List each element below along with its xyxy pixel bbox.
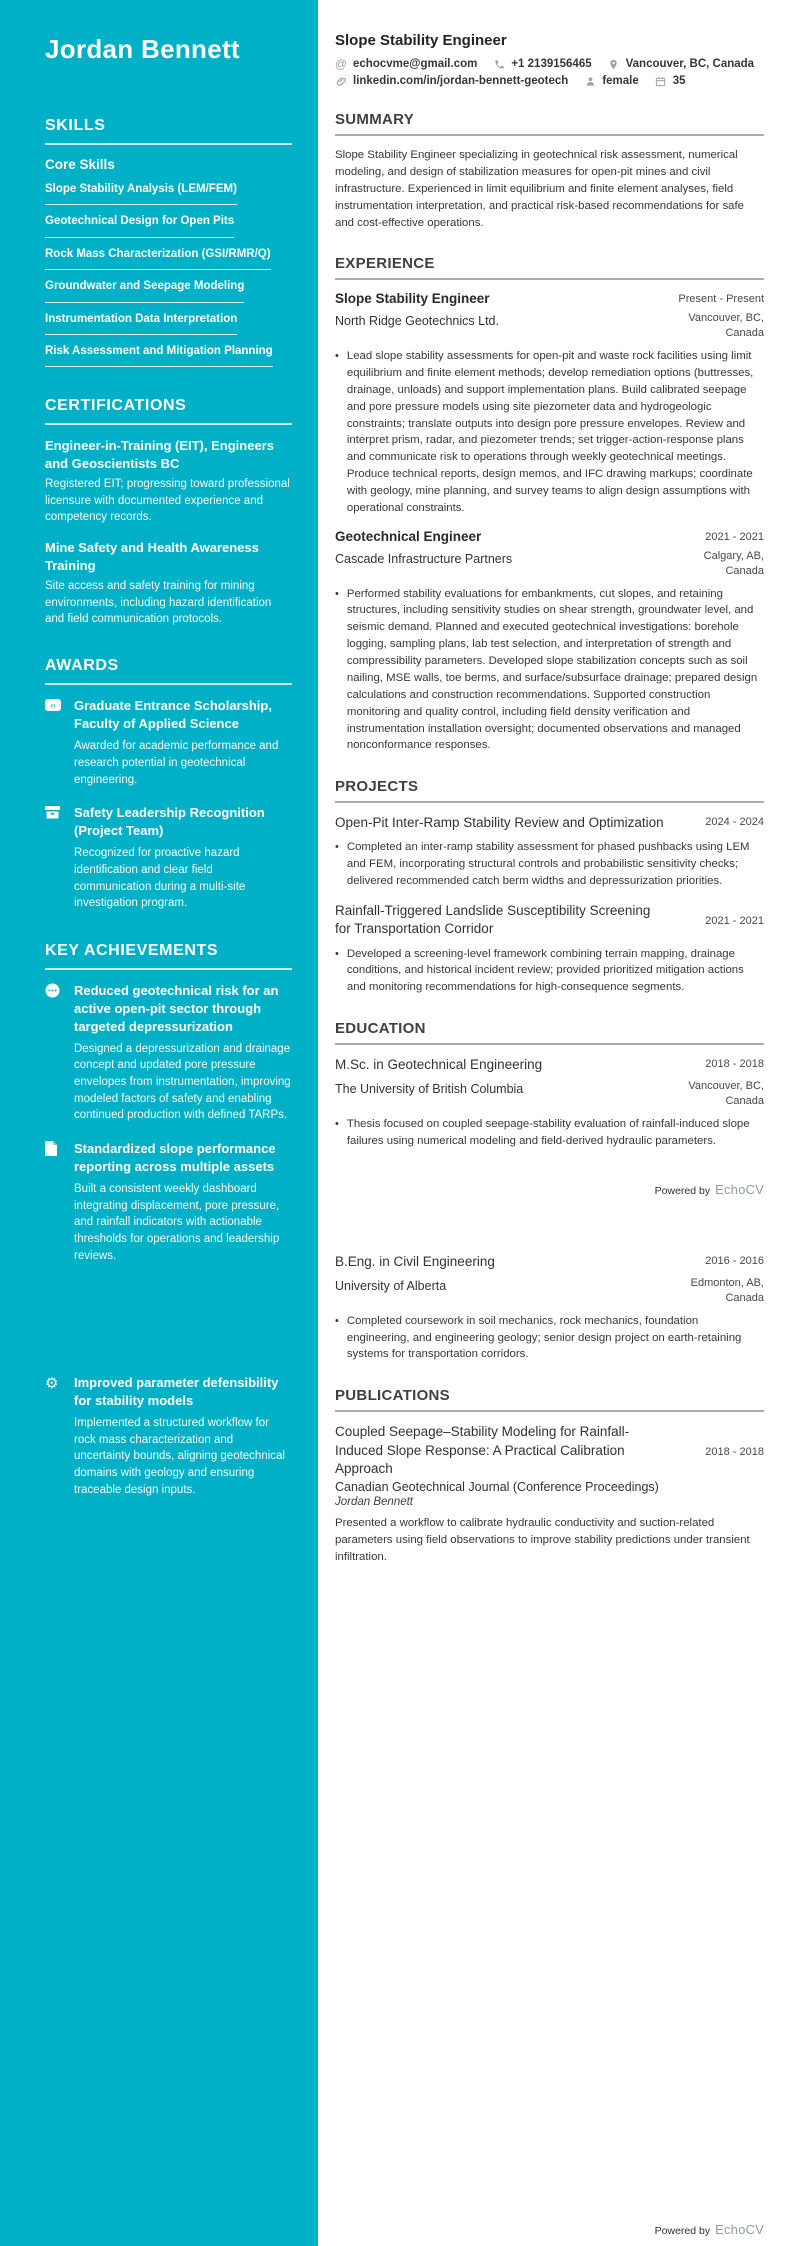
project-bullet [335,839,764,890]
phone-value: +1 2139156465 [511,58,592,70]
experience-section [335,255,764,754]
contact-location [608,58,754,70]
comment-icon [45,982,61,1124]
experience-company: North Ridge Geotechnics Ltd. [335,314,499,329]
contact-row-2 [335,75,764,87]
awards-section [45,657,292,911]
bullet-marker: • [335,587,339,600]
education-dates: 2018 - 2018 [705,1058,764,1071]
section-divider [45,143,292,145]
experience-heading: EXPERIENCE [335,255,435,273]
section-divider [335,278,764,280]
publication-dates: 2018 - 2018 [705,1445,764,1458]
experience-job-title: Geotechnical Engineer [335,528,482,544]
experience-location: Calgary, AB, Canada [703,549,764,577]
skills-section [45,117,292,367]
section-divider [45,423,292,425]
education-degree: M.Sc. in Geotechnical Engineering [335,1057,543,1073]
experience-location: Vancouver, BC, Canada [688,312,764,340]
link-icon [335,75,347,87]
calendar-icon [655,75,667,87]
gender-value: female [602,75,639,87]
location-pin-icon [608,58,620,70]
experience-bullet [335,586,764,755]
powered-by-label: Powered by [654,2225,711,2237]
sidebar [0,0,318,2246]
email-value: echocvme@gmail.com [353,58,478,70]
key-achievements-heading: KEY ACHIEVEMENTS [45,941,219,959]
project-bullet-text: Developed a screening-level framework combining terrain mapping, drainage conditions, and historical incident review; provided prioritized mitigation actions and monitoring recommendations for high-consequence segments. [346,947,744,994]
page-footer-1 [335,1182,764,1197]
experience-bullet-text: Performed stability evaluations for embankments, cut slopes, and retaining structures, including sensitivity studies on shear strength, groundwater level, and seismic demand. Planned and executed geotechnical investigations: borehole logging, sampling plans, lab test selection, and interpretation of strength and compressibility parameters. Developed slope stabilization concepts such as soil nailing, MSE walls, toe berms, and surface/subsurface drainage; prepared design calculations and construction recommendations. Supported construction monitoring and quality control, including field density verification and instrumentation installation oversight; documented observations and managed nonconformance responses. [346,587,758,752]
award-title: Safety Leadership Recognition (Project Team) [74,805,265,839]
experience-company: Cascade Infrastructure Partners [335,551,513,566]
archive-icon [45,804,61,912]
skills-group-label: Core Skills [45,157,115,172]
education-bullet-text: Thesis focused on coupled seepage-stability evaluation of rainfall-induced slope failures using numerical modeling and field-derived hydraulic parameters. [346,1118,750,1147]
education-location: Vancouver, BC, Canada [688,1080,764,1108]
page-footer-2 [655,2222,764,2237]
certification-item [45,437,292,525]
section-divider [45,968,292,970]
achievement-item [45,1140,292,1264]
job-title-header: Slope Stability Engineer [335,32,507,49]
award-description: Recognized for proactive hazard identification and clear field communication during a multi-site investigation program. [74,847,246,910]
svg-text:‹›: ‹› [50,701,56,711]
education-bullet [335,1313,764,1364]
project-bullet-text: Completed an inter-ramp stability assessment for phased pushbacks using LEM and FEM, incorporating structural controls and probabilistic sensitivity checks; delivered recommended catch berm widths and depressurization priorities. [346,841,750,888]
experience-entry [335,529,764,754]
badge-icon [45,697,61,788]
bullet-marker: • [335,1118,339,1131]
education-dates: 2016 - 2016 [705,1254,764,1267]
experience-job-title: Slope Stability Engineer [335,291,490,307]
summary-section [335,111,764,231]
award-description: Awarded for academic performance and research potential in geotechnical engineering. [74,740,279,786]
certification-name: Engineer-in-Training (EIT), Engineers and Geoscientists BC [45,438,274,471]
education-degree: B.Eng. in Civil Engineering [335,1253,495,1269]
achievement-description: Designed a depressurization and drainage concept and updated pore pressure envelopes from instrumentation, improving modeled factors of safety and enabling continued production with defined TARPs. [74,1042,291,1122]
project-entry [335,814,764,890]
education-location: Edmonton, AB, Canada [690,1277,764,1304]
education-section [335,1020,764,1363]
publications-heading: PUBLICATIONS [335,1387,450,1405]
certification-description: Site access and safety training for mining environments, including hazard identification and field communication protocols. [45,580,272,626]
experience-dates: Present - Present [678,293,764,306]
achievement-title: Standardized slope performance reporting across multiple assets [74,1141,276,1174]
achievement-title: Reduced geotechnical risk for an active open-pit sector through targeted depressurization [74,982,279,1034]
bullet-marker: • [335,350,339,363]
echocv-brand: EchoCV [715,1181,764,1197]
project-title: Open-Pit Inter-Ramp Stability Review and Optimization [335,815,664,831]
award-title: Graduate Entrance Scholarship, Faculty of Applied Science [74,698,272,732]
award-item [45,804,292,912]
powered-by-label: Powered by [654,1184,711,1197]
achievement-title: Improved parameter defensibility for stability models [74,1375,279,1409]
project-title: Rainfall-Triggered Landslide Susceptibility Screening for Transportation Corridor [335,903,651,937]
experience-entry [335,291,764,516]
echocv-brand: EchoCV [715,2222,764,2237]
skill-item: Rock Mass Characterization (GSI/RMR/Q) [45,247,271,270]
bullet-marker: • [335,841,339,854]
gear-icon: ⚙ [45,1375,59,1393]
projects-section [335,778,764,996]
publications-section [335,1387,764,1565]
candidate-name: Jordan Bennett [45,34,240,64]
education-entry [335,1056,764,1150]
achievement-item [45,982,292,1124]
certification-description: Registered EIT; progressing toward professional licensure with documented experience and competency records. [45,478,290,523]
education-school: University of Alberta [335,1279,447,1294]
contact-email [335,58,477,70]
section-divider [335,801,764,803]
certification-name: Mine Safety and Health Awareness Training [45,540,259,573]
summary-text: Slope Stability Engineer specializing in geotechnical risk assessment, numerical modeling, and design of stabilization measures for open-pit mines and civil infrastructure. Experienced in limit equilibrium and finite element analyses, field instrumentation interpretation, and practical risk-based recommendations for safe and cost-effective operations. [335,149,745,229]
publication-description: Presented a workflow to calibrate hydraulic conductivity and suction-related parameters using field observations to improve stability predictions under transient infiltration. [335,1517,750,1563]
key-achievements-section [45,942,292,1499]
achievement-item [45,1374,292,1498]
education-bullet-text: Completed coursework in soil mechanics, rock mechanics, foundation engineering, and engineering geology; senior design project on earth-retaining systems for transportation corridors. [346,1314,742,1361]
experience-bullet-text: Lead slope stability assessments for open-pit and waste rock facilities using limit equilibrium and finite element methods; develop remediation options (buttresses, drainage, unloads) and support implementation plans. Build calibrated seepage and pore pressure models using site piezometer data and hydrogeologic constraints; translate outputs into design pore pressure envelopes. Review and interpret prism, radar, and piezometer trends; set trigger-action-response plans and communicate risk to operations through weekly geotechnical meetings. Produce technical reports, design memos, and IFC drawing markups; coordinate with geology, mine planning, and survey teams to align design assumptions with operational constraints. [346,350,754,514]
section-divider [335,1043,764,1045]
contact-age [655,75,686,87]
education-entry [335,1253,764,1364]
location-value: Vancouver, BC, Canada [625,58,755,70]
age-value: 35 [672,75,686,87]
project-bullet [335,946,764,997]
section-divider [45,683,292,685]
experience-dates: 2021 - 2021 [705,530,764,543]
skill-item: Geotechnical Design for Open Pits [45,214,234,237]
publication-authors: Jordan Bennett [335,1496,414,1508]
achievement-description: Implemented a structured workflow for rock mass characterization and uncertainty bounds, aligning geotechnical domains with geology and ensuring traceable design inputs. [74,1417,285,1496]
projects-heading: PROJECTS [335,778,419,796]
certifications-heading: CERTIFICATIONS [45,397,187,415]
publication-entry [335,1423,764,1565]
contact-gender [584,75,638,87]
education-heading: EDUCATION [335,1020,426,1038]
summary-heading: SUMMARY [335,111,415,128]
contact-phone [493,58,591,70]
bullet-marker: • [335,1314,339,1327]
skill-item: Groundwater and Seepage Modeling [45,279,244,302]
file-icon [45,1140,61,1264]
skill-item: Slope Stability Analysis (LEM/FEM) [45,182,237,205]
section-divider [335,1410,764,1412]
certification-item [45,539,292,627]
publication-title: Coupled Seepage–Stability Modeling for Rainfall-Induced Slope Response: A Practical Calibration Approach [335,1424,630,1476]
main-content [318,0,794,1578]
award-item [45,697,292,788]
contact-linkedin [335,75,568,87]
achievement-description: Built a consistent weekly dashboard integrating displacement, pore pressure, and rainfall indicators with actionable thresholds for operations and leadership reviews. [74,1182,280,1262]
skill-item: Instrumentation Data Interpretation [45,312,237,335]
awards-heading: AWARDS [45,657,119,675]
project-dates: 2024 - 2024 [705,816,764,829]
person-icon [584,75,596,87]
skills-heading: SKILLS [45,117,106,134]
project-dates: 2021 - 2021 [705,915,764,928]
section-divider [335,134,764,136]
certifications-section [45,397,292,627]
email-icon: @ [334,57,348,71]
phone-icon [493,58,505,70]
skill-item: Risk Assessment and Mitigation Planning [45,344,273,367]
experience-bullet [335,348,764,517]
bullet-marker: • [335,947,339,960]
education-bullet [335,1116,764,1150]
linkedin-value: linkedin.com/in/jordan-bennett-geotech [353,75,569,87]
project-entry [335,902,764,996]
publication-venue: Canadian Geotechnical Journal (Conference Proceedings) [335,1480,659,1494]
contact-row-1 [335,58,764,70]
education-school: The University of British Columbia [335,1082,524,1097]
